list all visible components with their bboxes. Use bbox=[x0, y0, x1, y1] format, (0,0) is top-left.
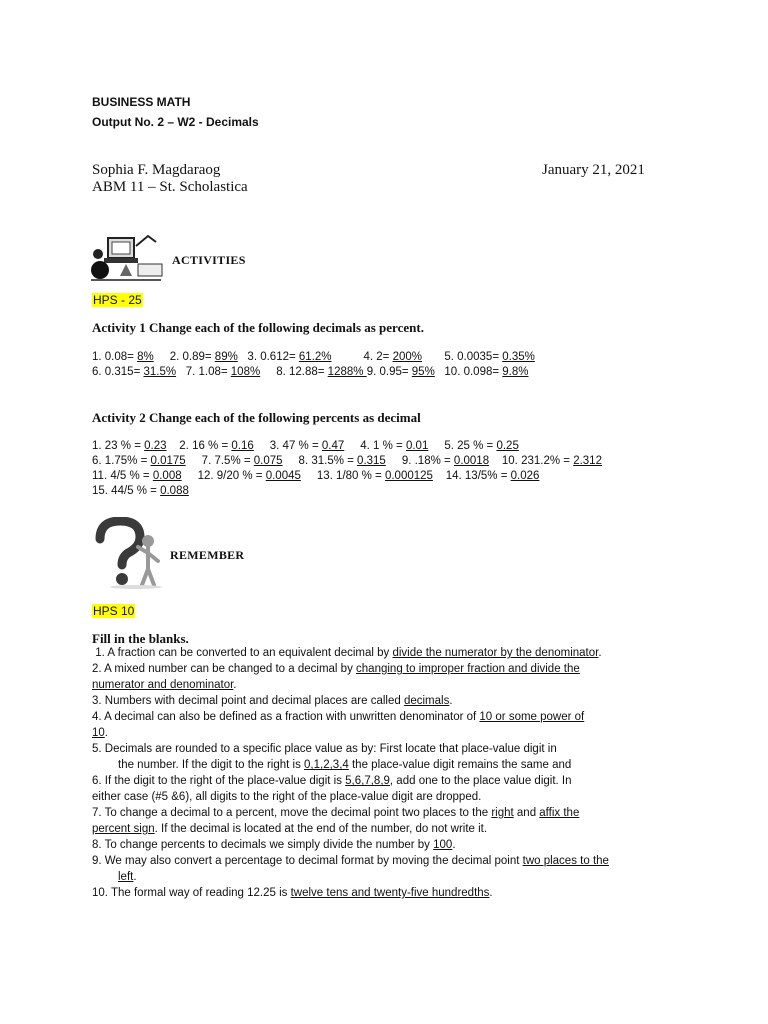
a1-a2: 89% bbox=[214, 351, 238, 363]
item1-text: 1. A fraction can be converted to an equivalent decimal by bbox=[95, 647, 393, 659]
item6-answer: 5,6,7,8,9 bbox=[345, 775, 390, 787]
a2-a6: 0.0175 bbox=[150, 455, 186, 467]
a1-q8: 8. 12.88= bbox=[276, 366, 328, 378]
item6-text-cont: , add one to the place value digit. In bbox=[389, 775, 572, 787]
a1-q2: 2. 0.89= bbox=[169, 351, 215, 363]
course-title: BUSINESS MATH bbox=[92, 95, 191, 109]
activity2-title: Activity 2 Change each of the following percents as decimal bbox=[92, 410, 421, 425]
item9-end: . bbox=[133, 871, 137, 883]
item2-text: 2. A mixed number can be changed to a decimal by bbox=[92, 663, 357, 675]
a2-q2: 2. 16 % = bbox=[179, 440, 232, 452]
a2-a12: 0.0045 bbox=[265, 470, 301, 482]
a2-a1: 0.23 bbox=[144, 440, 167, 452]
remember-hps-label: HPS 10 bbox=[93, 604, 135, 618]
a1-a10: 9.8% bbox=[502, 366, 529, 378]
activity1-row2 bbox=[92, 366, 529, 378]
a1-q1: 1. 0.08= bbox=[92, 351, 138, 363]
blank-item-8 bbox=[92, 839, 456, 851]
item1-answer: divide the numerator by the denominator bbox=[392, 647, 599, 659]
item7-end: . If the decimal is located at the end of the number, do not write it. bbox=[154, 823, 488, 835]
a2-a8: 0.315 bbox=[357, 455, 386, 467]
blank-item-3 bbox=[92, 695, 453, 707]
a1-a4: 200% bbox=[392, 351, 422, 363]
a1-a1: 8% bbox=[137, 351, 154, 363]
student-section: ABM 11 – St. Scholastica bbox=[92, 179, 248, 195]
a1-q6: 6. 0.315= bbox=[92, 366, 144, 378]
fill-blanks-title: Fill in the blanks. bbox=[92, 631, 189, 646]
a2-a3: 0.47 bbox=[321, 440, 345, 452]
item8-answer: 100 bbox=[433, 839, 453, 851]
a1-a6: 31.5% bbox=[143, 366, 177, 378]
item6-text: 6. If the digit to the right of the place-value digit is bbox=[92, 775, 346, 787]
output-title: Output No. 2 – W2 - Decimals bbox=[92, 115, 259, 129]
activity2-row1 bbox=[92, 440, 519, 452]
a2-q3: 3. 47 % = bbox=[269, 440, 322, 452]
a2-q12: 12. 9/20 % = bbox=[197, 470, 266, 482]
a2-q11: 11. 4/5 % = bbox=[92, 470, 153, 482]
item7-answer-1: right bbox=[491, 807, 514, 819]
a2-a15: 0.088 bbox=[160, 485, 189, 497]
blank-item-6-cont bbox=[92, 791, 481, 803]
a2-a7: 0.075 bbox=[253, 455, 283, 467]
a2-q9: 9. .18% = bbox=[401, 455, 454, 467]
item5-end: the place-value digit remains the same and bbox=[348, 759, 572, 771]
a2-a5: 0.25 bbox=[496, 440, 519, 452]
activities-heading: ACTIVITIES bbox=[172, 253, 246, 267]
item7-answer-2b: percent sign bbox=[92, 823, 155, 835]
a1-q10: 10. 0.098= bbox=[444, 366, 503, 378]
document-date: January 21, 2021 bbox=[542, 162, 645, 178]
item7-and: and bbox=[513, 807, 540, 819]
a2-a11: 0.008 bbox=[152, 470, 182, 482]
item10-text: 10. The formal way of reading 12.25 is bbox=[92, 887, 291, 899]
blank-item-7 bbox=[92, 807, 579, 819]
a1-q5: 5. 0.0035= bbox=[444, 351, 503, 363]
item3-end: . bbox=[449, 695, 453, 707]
a2-a10: 2.312 bbox=[573, 455, 602, 467]
blank-item-10 bbox=[92, 887, 493, 899]
a2-q6: 6. 1.75% = bbox=[92, 455, 151, 467]
item2-answer-part2: numerator and denominator bbox=[92, 679, 234, 691]
activity2-row3 bbox=[92, 470, 539, 482]
item3-text: 3. Numbers with decimal point and decimal places are called bbox=[92, 695, 404, 707]
activities-hps bbox=[92, 291, 143, 309]
a2-q8: 8. 31.5% = bbox=[298, 455, 358, 467]
blank-item-5 bbox=[92, 743, 557, 755]
blank-item-6 bbox=[92, 775, 572, 787]
blank-item-2-cont bbox=[92, 679, 237, 691]
a2-a2: 0.16 bbox=[231, 440, 254, 452]
item9-answer-part2: left bbox=[118, 871, 134, 883]
student-name: Sophia F. Magdaraog bbox=[92, 162, 221, 178]
a2-a9: 0.0018 bbox=[453, 455, 490, 467]
a1-q4: 4. 2= bbox=[363, 351, 393, 363]
item5-text-cont: the number. If the digit to the right is bbox=[118, 759, 305, 771]
a1-q3: 3. 0.612= bbox=[247, 351, 299, 363]
a2-q4: 4. 1 % = bbox=[360, 440, 406, 452]
a2-q13: 13. 1/80 % = bbox=[316, 470, 385, 482]
a2-q15: 15. 44/5 % = bbox=[92, 485, 161, 497]
a2-a13: 0.000125 bbox=[384, 470, 433, 482]
item10-answer: twelve tens and twenty-five hundredths bbox=[290, 887, 490, 899]
activities-clipart-icon bbox=[86, 228, 166, 286]
a2-q5: 5. 25 % = bbox=[444, 440, 497, 452]
remember-heading: REMEMBER bbox=[170, 548, 245, 562]
blank-item-9 bbox=[92, 855, 609, 867]
a2-q7: 7. 7.5% = bbox=[201, 455, 254, 467]
a1-q7: 7. 1.08= bbox=[185, 366, 231, 378]
a2-q1: 1. 23 % = bbox=[92, 440, 145, 452]
blank-item-9-cont bbox=[118, 871, 137, 883]
a1-a8: 1288% bbox=[327, 366, 367, 378]
item2-answer-part1: changing to improper fraction and divide the bbox=[356, 663, 580, 675]
a1-a3: 61.2% bbox=[298, 351, 332, 363]
item4-end: . bbox=[104, 727, 108, 739]
item7-text: 7. To change a decimal to a percent, move the decimal point two places to the bbox=[92, 807, 492, 819]
item4-answer-part2: 10 bbox=[92, 727, 105, 739]
item7-answer-2a: affix the bbox=[539, 807, 580, 819]
blank-item-4 bbox=[92, 711, 584, 723]
item4-answer-part1: 10 or some power of bbox=[479, 711, 585, 723]
item1-end: . bbox=[598, 647, 602, 659]
item9-answer-part1: two places to the bbox=[522, 855, 609, 867]
a1-a9: 95% bbox=[411, 366, 435, 378]
a2-a14: 0.026 bbox=[510, 470, 540, 482]
blank-item-1 bbox=[92, 647, 602, 659]
blank-item-4-cont bbox=[92, 727, 108, 739]
remember-hps bbox=[92, 602, 135, 620]
a2-a4: 0.01 bbox=[405, 440, 429, 452]
blank-item-5-cont bbox=[118, 759, 571, 771]
a2-q10: 10. 231.2% = bbox=[501, 455, 574, 467]
blank-item-7-cont bbox=[92, 823, 487, 835]
item4-text: 4. A decimal can also be defined as a fraction with unwritten denominator of bbox=[92, 711, 480, 723]
a1-a7: 108% bbox=[230, 366, 261, 378]
a1-a5: 0.35% bbox=[502, 351, 535, 363]
activities-hps-label: HPS - 25 bbox=[93, 293, 142, 307]
item5-answer: 0,1,2,3,4 bbox=[304, 759, 349, 771]
a1-q9: 9. 0.95= bbox=[366, 366, 412, 378]
blank-item-2 bbox=[92, 663, 580, 675]
item9-text: 9. We may also convert a percentage to decimal format by moving the decimal point bbox=[92, 855, 523, 867]
item2-end: . bbox=[233, 679, 237, 691]
item5-text: 5. Decimals are rounded to a specific place value as by: First locate that place-value digit in bbox=[92, 743, 557, 755]
item6-end: either case (#5 &6), all digits to the right of the place-value digit are dropped. bbox=[92, 791, 482, 803]
activity1-title: Activity 1 Change each of the following decimals as percent. bbox=[92, 320, 424, 335]
item8-end: . bbox=[452, 839, 456, 851]
item3-answer: decimals bbox=[403, 695, 450, 707]
a2-q14: 14. 13/5% = bbox=[445, 470, 511, 482]
activity2-row2 bbox=[92, 455, 602, 467]
activity2-row4 bbox=[92, 485, 189, 497]
item10-end: . bbox=[489, 887, 493, 899]
activity1-row1 bbox=[92, 351, 535, 363]
item8-text: 8. To change percents to decimals we simply divide the number by bbox=[92, 839, 434, 851]
question-mark-figure-icon bbox=[90, 517, 166, 589]
